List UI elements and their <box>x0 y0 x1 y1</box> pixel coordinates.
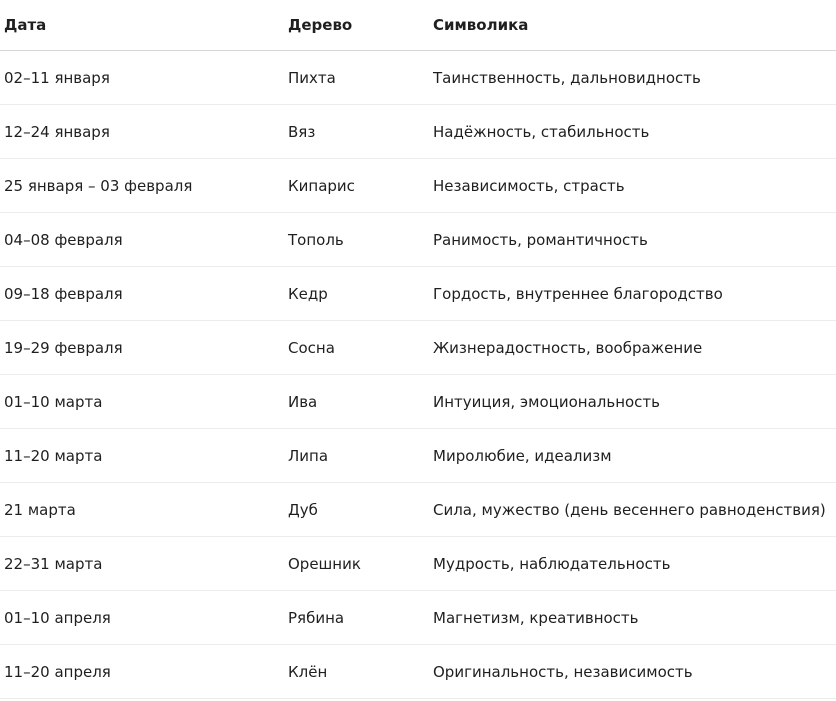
header-symbolism: Символика <box>429 0 836 51</box>
tree-cell: Пихта <box>284 51 429 105</box>
date-cell: 25 января – 03 февраля <box>0 159 284 213</box>
date-cell: 02–11 января <box>0 51 284 105</box>
symbolism-cell: Гордость, внутреннее благородство <box>429 267 836 321</box>
date-cell: 22–31 марта <box>0 537 284 591</box>
table-row <box>0 321 836 375</box>
symbolism-cell: Мудрость, наблюдательность <box>429 537 836 591</box>
table-row <box>0 537 836 591</box>
date-cell: 01–10 марта <box>0 375 284 429</box>
symbolism-cell: Жизнерадостность, воображение <box>429 321 836 375</box>
date-cell: 09–18 февраля <box>0 267 284 321</box>
tree-cell: Вяз <box>284 105 429 159</box>
symbolism-cell: Интуиция, эмоциональность <box>429 375 836 429</box>
symbolism-cell: Независимость, страсть <box>429 159 836 213</box>
symbolism-cell: Ранимость, романтичность <box>429 213 836 267</box>
tree-cell: Тополь <box>284 213 429 267</box>
symbolism-cell: Миролюбие, идеализм <box>429 429 836 483</box>
table-row <box>0 591 836 645</box>
table-body <box>0 51 836 699</box>
date-cell: 11–20 апреля <box>0 645 284 699</box>
tree-cell: Рябина <box>284 591 429 645</box>
date-cell: 04–08 февраля <box>0 213 284 267</box>
tree-cell: Кипарис <box>284 159 429 213</box>
table-row <box>0 267 836 321</box>
table-row <box>0 51 836 105</box>
table-header <box>0 0 836 51</box>
table-row <box>0 213 836 267</box>
table-row <box>0 105 836 159</box>
symbolism-cell: Оригинальность, независимость <box>429 645 836 699</box>
table-row <box>0 645 836 699</box>
date-cell: 21 марта <box>0 483 284 537</box>
date-cell: 11–20 марта <box>0 429 284 483</box>
tree-cell: Липа <box>284 429 429 483</box>
symbolism-cell: Магнетизм, креативность <box>429 591 836 645</box>
table-row <box>0 483 836 537</box>
tree-cell: Дуб <box>284 483 429 537</box>
tree-cell: Кедр <box>284 267 429 321</box>
date-cell: 19–29 февраля <box>0 321 284 375</box>
symbolism-cell: Надёжность, стабильность <box>429 105 836 159</box>
table-row <box>0 159 836 213</box>
table-row <box>0 429 836 483</box>
header-row <box>0 0 836 51</box>
table-row <box>0 375 836 429</box>
date-cell: 01–10 апреля <box>0 591 284 645</box>
header-tree: Дерево <box>284 0 429 51</box>
tree-cell: Сосна <box>284 321 429 375</box>
symbolism-cell: Таинственность, дальновидность <box>429 51 836 105</box>
tree-cell: Орешник <box>284 537 429 591</box>
tree-cell: Клён <box>284 645 429 699</box>
header-date: Дата <box>0 0 284 51</box>
symbolism-cell: Сила, мужество (день весеннего равноденствия) <box>429 483 836 537</box>
tree-cell: Ива <box>284 375 429 429</box>
date-cell: 12–24 января <box>0 105 284 159</box>
